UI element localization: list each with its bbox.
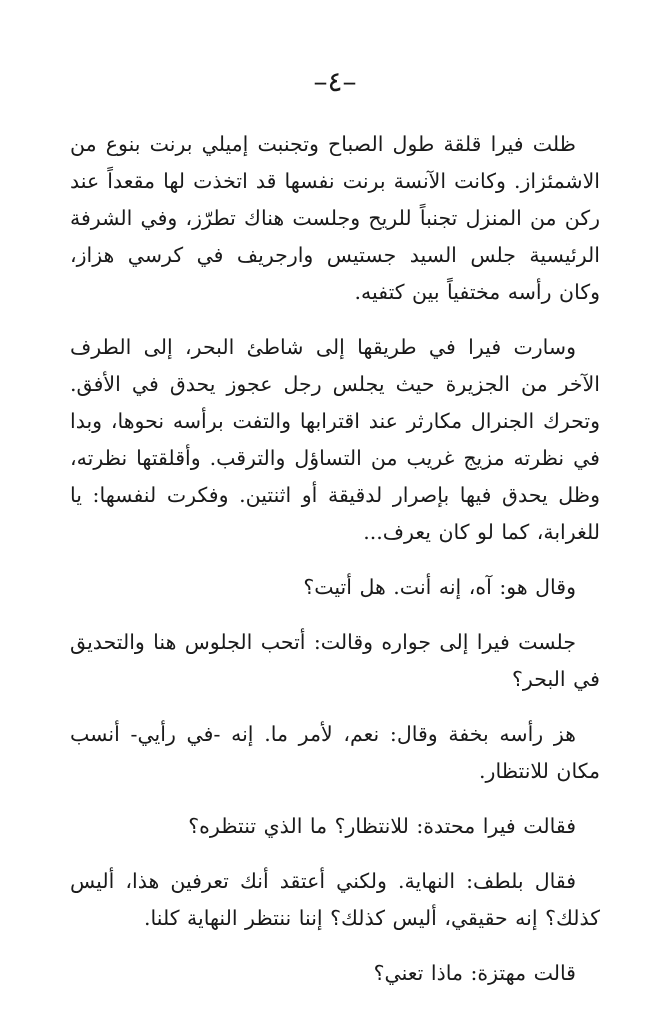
paragraph-4: جلست فيرا إلى جواره وقالت: أتحب الجلوس هنا والتحديق في البحر؟ [70, 630, 600, 691]
paragraph-6: فقالت فيرا محتدة: للانتظار؟ ما الذي تنتظره؟ [188, 814, 576, 838]
paragraph-8: قالت مهتزة: ماذا تعني؟ [373, 961, 576, 985]
paragraph-5: هز رأسه بخفة وقال: نعم، لأمر ما. إنه -في رأيي- أنسب مكان للانتظار. [70, 722, 600, 783]
paragraph-2: وسارت فيرا في طريقها إلى شاطئ البحر، إلى الطرف الآخر من الجزيرة حيث يجلس رجل عجوز يحدق في الأفق. وتحرك الجنرال مكارثر عند اقترابها والتفت برأسه نحوها، وبدا في نظرته مزيج غريب من التساؤل والترقب. وأقلقتها نظرته، وظل يحدق فيها بإصرار لدقيقة أو اثنتين. وفكرت لنفسها: يا للغرابة، كما لو كان يعرف... [70, 335, 600, 544]
page-number: –٤– [313, 65, 357, 98]
paragraph-3: وقال هو: آه، إنه أنت. هل أتيت؟ [303, 575, 576, 599]
book-page [70, 62, 600, 1010]
paragraph-1: ظلت فيرا قلقة طول الصباح وتجنبت إميلي برنت بنوع من الاشمئزاز. وكانت الآنسة برنت نفسها قد اتخذت لها مقعداً عند ركن من المنزل تجنباً للريح وجلست هناك تطرّز، وفي الشرفة الرئيسية جلس السيد جستيس وارجريف في كرسي هزاز، وكان رأسه مختفياً بين كتفيه. [70, 132, 600, 304]
paragraph-7: فقال بلطف: النهاية. ولكني أعتقد أنك تعرفين هذا، أليس كذلك؟ إنه حقيقي، أليس كذلك؟ إننا ننتظر النهاية كلنا. [70, 869, 600, 930]
